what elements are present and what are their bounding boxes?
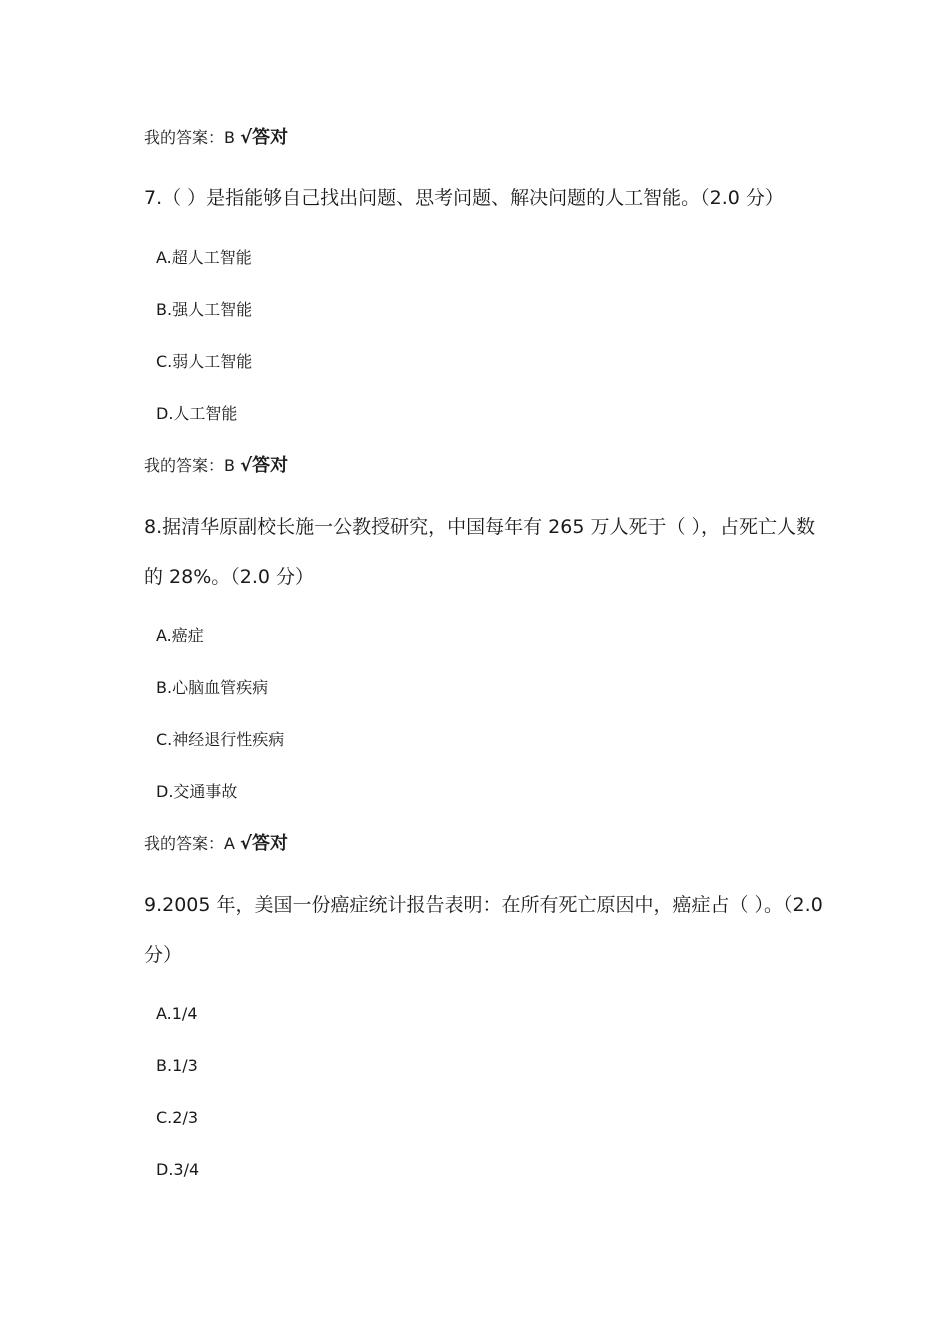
question-9-option-a: A.1/4 bbox=[156, 1004, 198, 1023]
answer-result: √答对 bbox=[240, 455, 289, 476]
answer-result: √答对 bbox=[240, 833, 289, 854]
question-9-option-b: B.1/3 bbox=[156, 1056, 198, 1075]
question-9-text-line-2: 分） bbox=[144, 944, 183, 966]
answer-result: √答对 bbox=[240, 127, 289, 148]
my-answer-line bbox=[144, 834, 288, 854]
question-8-text-line-1: 8.据清华原副校长施一公教授研究，中国每年有 265 万人死于（ ），占死亡人数 bbox=[144, 516, 816, 538]
question-7-option-b: B.强人工智能 bbox=[156, 300, 253, 319]
question-8-option-d: D.交通事故 bbox=[156, 782, 238, 801]
question-9-text-line-1: 9.2005 年，美国一份癌症统计报告表明：在所有死亡原因中，癌症占（ ）。（2.0 bbox=[144, 894, 823, 916]
question-7-option-a: A.超人工智能 bbox=[156, 248, 252, 267]
my-answer-label: 我的答案：B bbox=[144, 128, 235, 147]
question-8-text-line-2: 的 28%。（2.0 分） bbox=[144, 566, 315, 588]
question-7-text: 7.（ ）是指能够自己找出问题、思考问题、解决问题的人工智能。（2.0 分） bbox=[144, 187, 784, 209]
my-answer-line bbox=[144, 128, 288, 148]
question-8-option-c: C.神经退行性疾病 bbox=[156, 730, 285, 749]
question-7-option-c: C.弱人工智能 bbox=[156, 352, 253, 371]
question-9-option-d: D.3/4 bbox=[156, 1160, 200, 1179]
my-answer-line bbox=[144, 456, 288, 476]
question-9-option-c: C.2/3 bbox=[156, 1108, 199, 1127]
my-answer-label: 我的答案：A bbox=[144, 834, 235, 853]
question-8-option-a: A.癌症 bbox=[156, 626, 204, 645]
my-answer-label: 我的答案：B bbox=[144, 456, 235, 475]
question-7-option-d: D.人工智能 bbox=[156, 404, 238, 423]
question-8-option-b: B.心脑血管疾病 bbox=[156, 678, 269, 697]
